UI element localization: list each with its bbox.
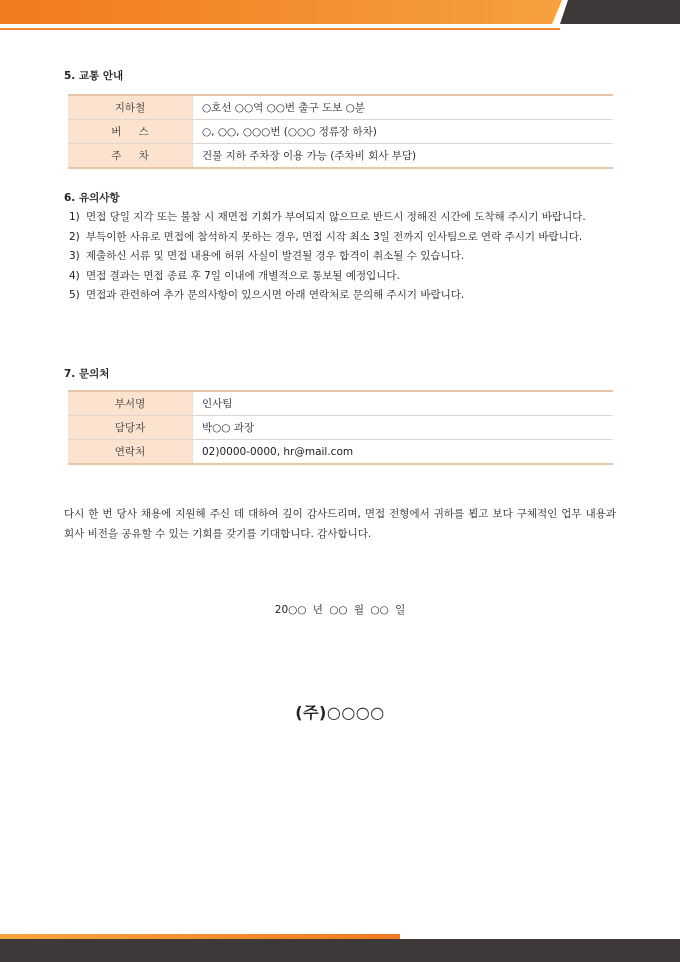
contact-value: 02)0000-0000, hr@mail.com: [193, 440, 614, 465]
list-item: [64, 228, 616, 248]
header-accent-line: [0, 28, 560, 30]
list-item-text: 면접 당일 지각 또는 불참 시 재면접 기회가 부여되지 않으므로 반드시 정해진 시간에 도착해 주시기 바랍니다.: [86, 211, 586, 223]
contact-value: 인사팀: [193, 391, 614, 416]
table-row: [68, 440, 613, 465]
contact-section-title: 7. 문의처: [64, 368, 110, 380]
table-row: [68, 144, 613, 169]
company-name: (주)○○○○: [295, 703, 385, 722]
table-row: [68, 95, 613, 120]
list-item-number: 4): [69, 269, 80, 282]
closing-paragraph: 다시 한 번 당사 채용에 지원해 주신 데 대하여 깊이 감사드리며, 면접 전형에서 귀하를 뵙고 보다 구체적인 업무 내용과 회사 비전을 공유할 수 있는 기회를 갖기를 기대합니다. 감사합니다.: [64, 508, 616, 540]
contact-label: 부서명: [68, 391, 193, 416]
transport-section-title: 5. 교통 안내: [64, 70, 124, 82]
notes-section-title: 6. 유의사항: [64, 192, 120, 204]
contact-value: 박○○ 과장: [193, 416, 614, 440]
list-item: [64, 286, 616, 306]
transport-value: ○, ○○, ○○○번 (○○○ 정류장 하차): [193, 120, 614, 144]
list-item-number: 5): [69, 289, 80, 301]
list-item-text: 면접과 관련하여 추가 문의사항이 있으시면 아래 연락처로 문의해 주시기 바랍니다.: [86, 289, 465, 301]
table-row: [68, 120, 613, 144]
transport-label: 주 차: [68, 144, 193, 169]
table-row: [68, 391, 613, 416]
contact-label: 담당자: [68, 416, 193, 440]
list-item-text: 제출하신 서류 및 면접 내용에 허위 사실이 발견될 경우 합격이 취소될 수 있습니다.: [86, 250, 465, 262]
list-item-text: 부득이한 사유로 면접에 참석하지 못하는 경우, 면접 시작 최소 3일 전까지 인사팀으로 연락 주시기 바랍니다.: [86, 230, 583, 243]
document-date: 20○○ 년 ○○ 월 ○○ 일: [274, 604, 406, 616]
contact-table: [68, 390, 613, 465]
transport-table: [68, 94, 613, 169]
list-item-number: 1): [69, 211, 80, 223]
table-row: [68, 416, 613, 440]
transport-label: 버 스: [68, 120, 193, 144]
transport-value: 건물 지하 주차장 이용 가능 (주차비 회사 부담): [193, 144, 614, 169]
header-banner: [0, 0, 680, 24]
transport-label: 지하철: [68, 95, 193, 120]
list-item: [64, 267, 616, 287]
list-item-number: 3): [69, 250, 80, 262]
notes-list: [64, 208, 616, 306]
list-item-text: 면접 결과는 면접 종료 후 7일 이내에 개별적으로 통보될 예정입니다.: [86, 269, 400, 282]
list-item: [64, 208, 616, 228]
transport-value: ○호선 ○○역 ○○번 출구 도보 ○분: [193, 95, 614, 120]
footer-banner: [0, 939, 680, 962]
contact-label: 연락처: [68, 440, 193, 465]
list-item: [64, 247, 616, 267]
list-item-number: 2): [69, 230, 80, 243]
